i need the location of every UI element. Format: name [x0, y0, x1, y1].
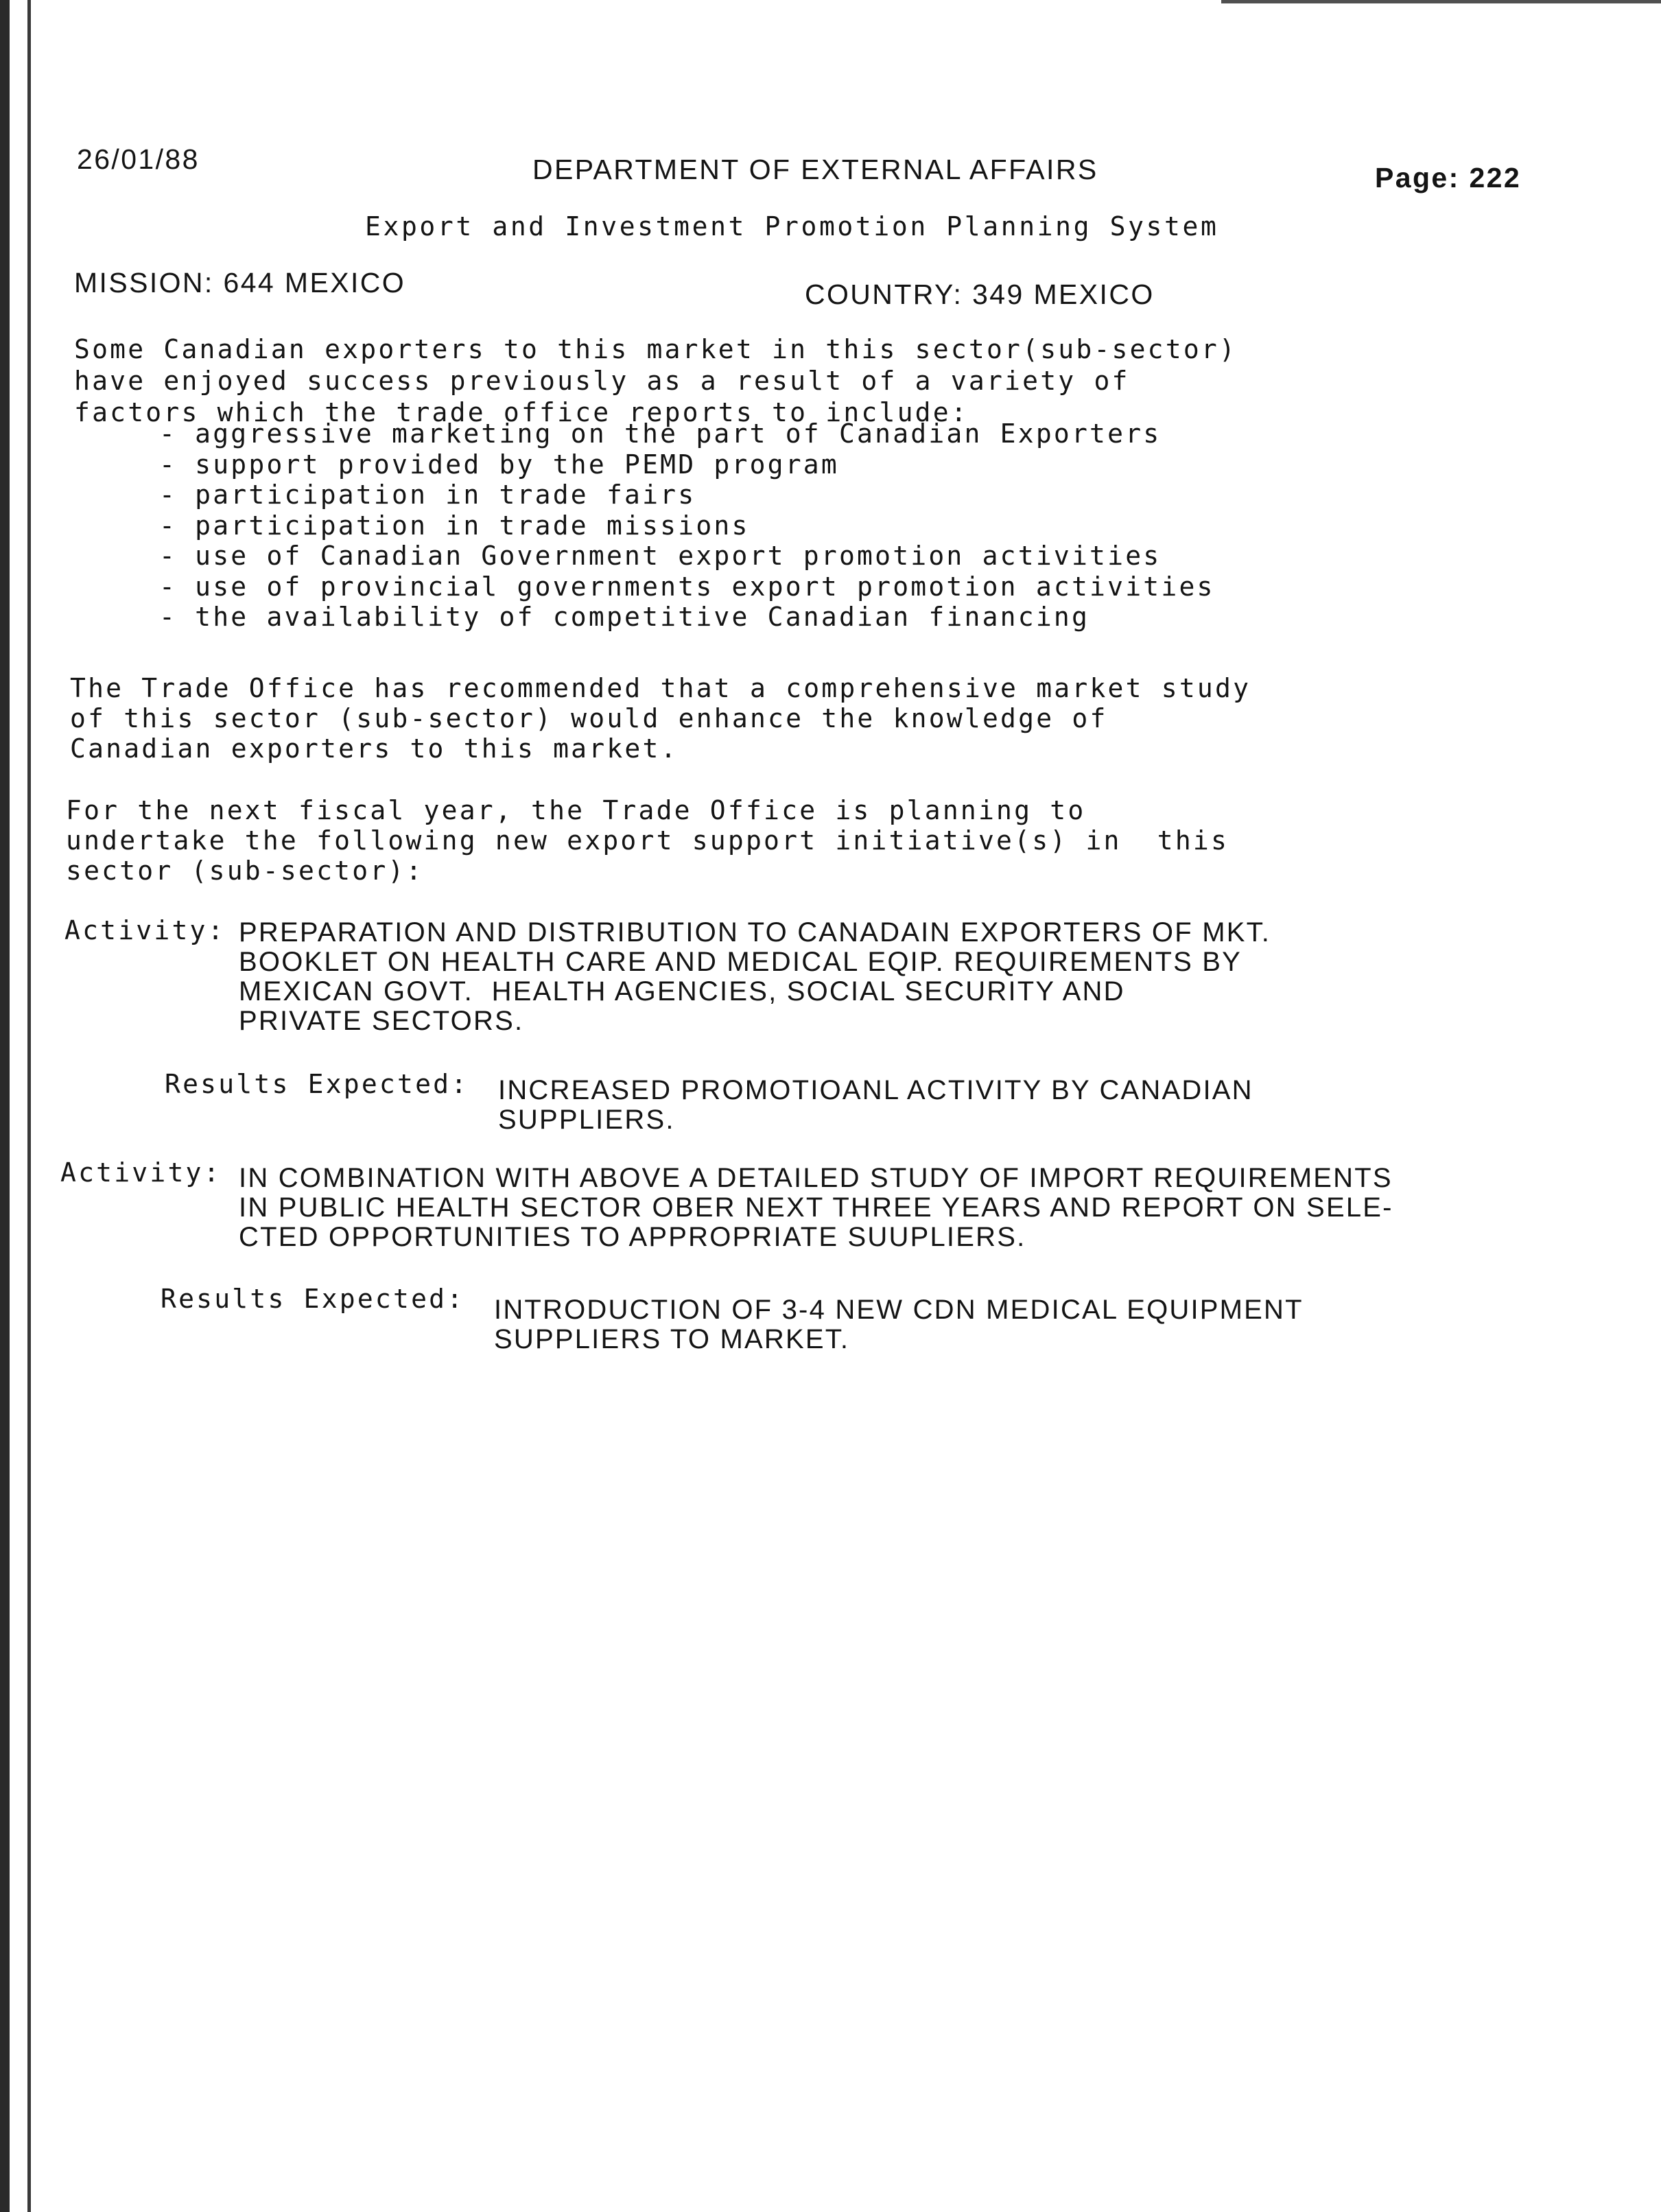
activity-description: PREPARATION AND DISTRIBUTION TO CANADAIN EXPORTERS OF MKT. BOOKLET ON HEALTH CARE AND MEDICAL EQIP. REQUIREMENTS BY MEXICAN GOVT. HEALTH AGENCIES, SOCIAL SECURITY AND PRIVATE SECTORS. — [239, 917, 1271, 1036]
list-item: - aggressive marketing on the part of Canadian Exporters — [159, 419, 1162, 449]
activity-description: IN COMBINATION WITH ABOVE A DETAILED STUDY OF IMPORT REQUIREMENTS IN PUBLIC HEALTH SECTOR OBER NEXT THREE YEARS AND REPORT ON SELE- CTED OPPORTUNITIES TO APPROPRIATE SUUPLIERS. — [239, 1163, 1393, 1252]
results-description: INCREASED PROMOTIOANL ACTIVITY BY CANADIAN SUPPLIERS. — [498, 1075, 1253, 1135]
list-item: - participation in trade fairs — [159, 480, 696, 510]
list-item: - use of Canadian Government export promotion activities — [159, 541, 1162, 571]
list-item: - the availability of competitive Canadian financing — [159, 602, 1090, 632]
list-item: - use of provincial governments export promotion activities — [159, 571, 1215, 602]
plan-line-3: sector (sub-sector): — [66, 856, 424, 886]
intro-line-1: Some Canadian exporters to this market in this sector(sub-sector) — [74, 334, 1238, 364]
intro-line-3: factors which the trade office reports to include: — [74, 397, 969, 427]
factor-list — [159, 419, 1215, 633]
system-title: Export and Investment Promotion Planning System — [365, 211, 1219, 242]
plan-line-1: For the next fiscal year, the Trade Office is planning to — [66, 795, 1086, 825]
scan-edge-left — [0, 0, 10, 2212]
recommendation-line-1: The Trade Office has recommended that a comprehensive market study — [70, 673, 1251, 703]
scan-edge-top — [1221, 0, 1661, 3]
department-title: DEPARTMENT OF EXTERNAL AFFAIRS — [532, 154, 1098, 185]
scan-edge-line — [27, 0, 31, 2212]
activity-label: Activity: — [60, 1157, 222, 1188]
plan-line-2: undertake the following new export support initiative(s) in this — [66, 825, 1229, 856]
intro-line-2: have enjoyed success previously as a result of a variety of — [74, 366, 1130, 396]
recommendation-line-3: Canadian exporters to this market. — [70, 733, 679, 764]
country-field: COUNTRY: 349 MEXICO — [805, 279, 1155, 310]
results-label: Results Expected: — [165, 1069, 469, 1099]
results-description: INTRODUCTION OF 3-4 NEW CDN MEDICAL EQUIPMENT SUPPLIERS TO MARKET. — [494, 1295, 1304, 1354]
mission-field: MISSION: 644 MEXICO — [74, 267, 406, 298]
results-label: Results Expected: — [161, 1284, 465, 1314]
list-item: - support provided by the PEMD program — [159, 449, 839, 480]
page-number: Page: 222 — [1375, 162, 1522, 193]
activity-label: Activity: — [64, 915, 226, 945]
report-date: 26/01/88 — [77, 143, 200, 175]
recommendation-line-2: of this sector (sub-sector) would enhance the knowledge of — [70, 703, 1108, 733]
list-item: - participation in trade missions — [159, 510, 750, 541]
